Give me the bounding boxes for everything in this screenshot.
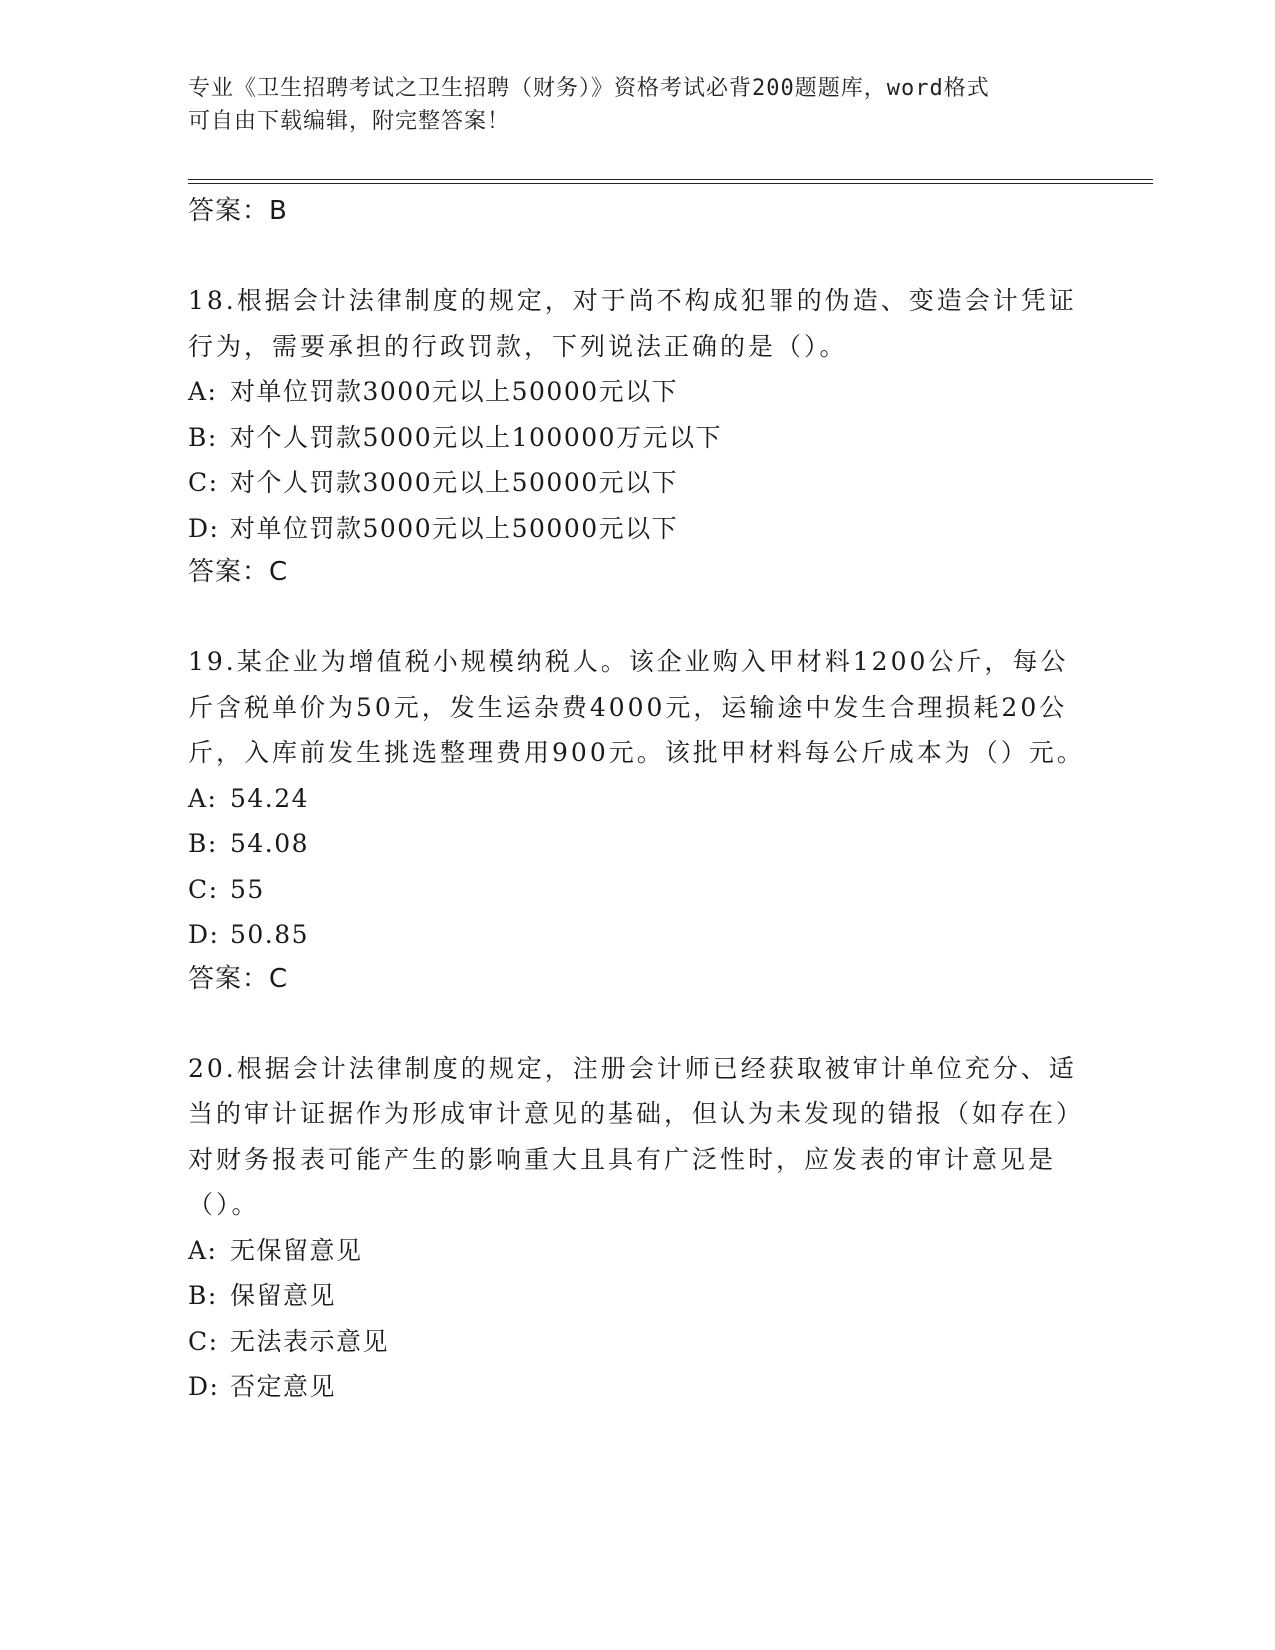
option-letter: D:	[188, 513, 220, 543]
option-c	[188, 1319, 1088, 1365]
option-text: 对单位罚款3000元以上50000元以下	[230, 377, 679, 406]
spacer	[188, 593, 1088, 639]
spacer	[188, 1000, 1088, 1046]
option-b	[188, 821, 1088, 867]
option-letter: A:	[188, 377, 218, 406]
previous-answer: 答案：B	[188, 196, 288, 226]
question-text: 19.某企业为增值税小规模纳税人。该企业购入甲材料1200公斤，每公斤含税单价为50元，发生运杂费4000元，运输途中发生合理损耗20公斤，入库前发生挑选整理费用900元。该批甲材料每公斤成本为（）元。	[188, 647, 1085, 767]
option-b	[188, 1273, 1088, 1319]
option-text: 无保留意见	[230, 1235, 363, 1265]
answer-18: 答案：C	[188, 557, 289, 587]
option-a	[188, 369, 1088, 415]
option-text: 54.08	[230, 829, 310, 858]
question-text: 20.根据会计法律制度的规定，注册会计师已经获取被审计单位充分、适当的审计证据作为形成审计意见的基础，但认为未发现的错报（如存在）对财务报表可能产生的影响重大且具有广泛性时，应发表的审计意见是（）。	[188, 1053, 1085, 1219]
option-text: 对单位罚款5000元以上50000元以下	[230, 513, 679, 543]
option-text: 无法表示意见	[230, 1326, 390, 1356]
option-c	[188, 460, 1088, 506]
option-text: 54.24	[230, 783, 310, 813]
header-line-1: 专业《卫生招聘考试之卫生招聘（财务）》资格考试必背200题题库，word格式	[188, 76, 990, 101]
option-a	[188, 1228, 1088, 1274]
option-letter: B:	[188, 1281, 218, 1310]
option-letter: D:	[188, 920, 220, 949]
option-d	[188, 1364, 1088, 1410]
document-header	[188, 72, 1088, 138]
option-letter: B:	[188, 829, 218, 858]
option-letter: C:	[188, 1326, 219, 1356]
spacer	[188, 232, 1088, 278]
question-block-18	[188, 278, 1088, 593]
header-divider-bottom	[188, 183, 1153, 184]
option-text: 50.85	[230, 920, 310, 949]
option-letter: A:	[188, 783, 218, 813]
answer-19: 答案：C	[188, 963, 289, 994]
document-body	[188, 190, 1088, 1410]
option-b	[188, 415, 1088, 461]
option-letter: C:	[188, 874, 219, 904]
option-letter: D:	[188, 1372, 220, 1401]
option-text: 对个人罚款3000元以上50000元以下	[230, 468, 679, 497]
option-letter: C:	[188, 468, 219, 497]
option-text: 保留意见	[230, 1281, 337, 1310]
option-c	[188, 867, 1088, 913]
option-text: 否定意见	[230, 1372, 337, 1401]
header-line-2: 可自由下载编辑，附完整答案！	[188, 109, 511, 134]
option-text: 55	[230, 874, 265, 904]
question-block-20	[188, 1046, 1088, 1410]
option-text: 对个人罚款5000元以上100000万元以下	[230, 422, 723, 452]
option-letter: A:	[188, 1235, 218, 1265]
option-letter: B:	[188, 422, 218, 452]
option-d	[188, 506, 1088, 552]
header-divider-top	[188, 179, 1153, 180]
question-text: 18.根据会计法律制度的规定，对于尚不构成犯罪的伪造、变造会计凭证行为，需要承担的行政罚款，下列说法正确的是（）。	[188, 286, 1077, 361]
option-a	[188, 776, 1088, 822]
option-d	[188, 912, 1088, 958]
question-block-19	[188, 639, 1088, 1000]
